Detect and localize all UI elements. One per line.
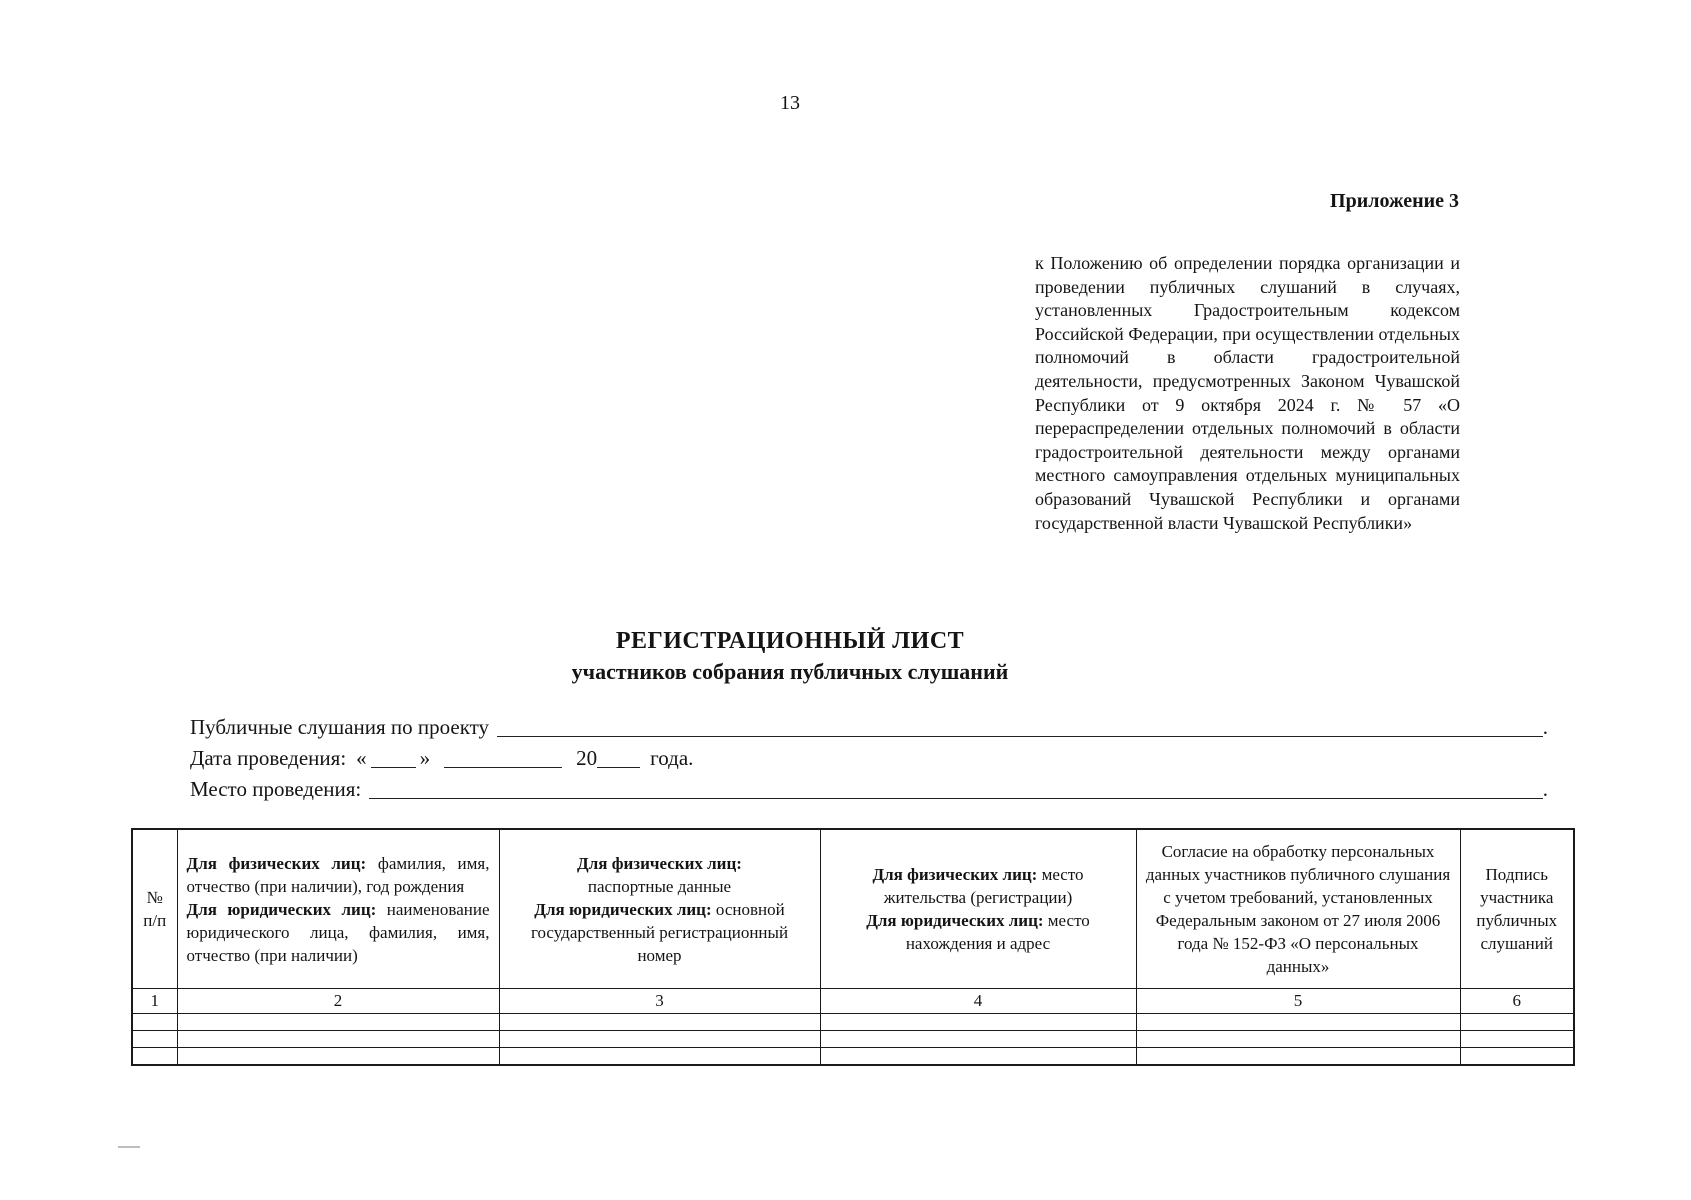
- date-suffix: года.: [650, 746, 694, 770]
- header-cell-consent: Согласие на обработку персональных данных участников публичного слушания с учетом требований, установленных Федеральным законом от 27 июля 2006 года № 152-ФЗ «О персональных данных»: [1136, 829, 1460, 989]
- column-number: 3: [499, 989, 820, 1014]
- form-line-place: [190, 774, 1548, 805]
- project-label: Публичные слушания по проекту: [190, 715, 490, 739]
- form-line-date: [190, 743, 1548, 774]
- preamble-paragraph: к Положению об определении порядка организации и проведении публичных слушаний в случаях, установленных Градостроительным кодексом Российской Федерации, при осуществлении отдельных полномочий в области градостроительной деятельности, предусмотренных Законом Чувашской Республики от 9 октября 2024 г. № 57 «О перераспределении отдельных полномочий в области градостроительной деятельности между органами местного самоуправления отдельных муниципальных образований Чувашской Республики и органами государственной власти Чувашской Республики»: [1035, 253, 1460, 533]
- document-title: РЕГИСТРАЦИОННЫЙ ЛИСТ: [615, 628, 965, 654]
- header-cell-name: Для физических лиц: фамилия, имя, отчество (при наличии), год рождения Для юридических лиц: наименование юридического лица, фамилия, имя, отчество (при наличии): [177, 829, 499, 989]
- table-row: [132, 1048, 1574, 1066]
- header-cell-passport: Для физических лиц: паспортные данные Для юридических лиц: основной государственный регистрационный номер: [499, 829, 820, 989]
- empty-cell: [499, 1014, 820, 1031]
- place-label: Место проведения:: [190, 777, 362, 801]
- empty-cell: [177, 1014, 499, 1031]
- empty-cell: [1136, 1031, 1460, 1048]
- date-month-blank: [444, 767, 562, 768]
- header-cell-address: Для физических лиц: место жительства (регистрации) Для юридических лиц: место нахождения и адрес: [820, 829, 1136, 989]
- column-number: 6: [1460, 989, 1574, 1014]
- empty-cell: [177, 1031, 499, 1048]
- project-end-period: .: [1542, 715, 1548, 739]
- table-header-row: [132, 829, 1574, 989]
- empty-cell: [499, 1031, 820, 1048]
- appendix-label: Приложение 3: [1330, 190, 1459, 212]
- empty-cell: [1460, 1014, 1574, 1031]
- empty-cell: [499, 1048, 820, 1066]
- scan-artifact-mark: [118, 1146, 140, 1148]
- date-label: Дата проведения:: [190, 746, 347, 770]
- empty-cell: [1136, 1048, 1460, 1066]
- column-number: 5: [1136, 989, 1460, 1014]
- date-open-quote: «: [356, 746, 367, 770]
- page-number: 13: [780, 92, 800, 114]
- registration-table-body: [132, 829, 1574, 1065]
- header-cell-signature: Подпись участника публичных слушаний: [1460, 829, 1574, 989]
- column-number: 4: [820, 989, 1136, 1014]
- document-title-block: [0, 628, 1580, 685]
- empty-cell: [820, 1014, 1136, 1031]
- table-number-row: [132, 989, 1574, 1014]
- date-year-blank: [597, 767, 640, 768]
- empty-cell: [820, 1031, 1136, 1048]
- empty-cell: [177, 1048, 499, 1066]
- registration-table: [131, 828, 1575, 1066]
- document-subtitle: участников собрания публичных слушаний: [571, 659, 1009, 684]
- header-cell-number: № п/п: [132, 829, 177, 989]
- table-row: [132, 1031, 1574, 1048]
- empty-cell: [132, 1014, 177, 1031]
- empty-cell: [132, 1048, 177, 1066]
- form-block: [190, 712, 1548, 805]
- project-blank-line: [497, 736, 1543, 737]
- empty-cell: [820, 1048, 1136, 1066]
- column-number: 2: [177, 989, 499, 1014]
- date-close-quote: »: [419, 746, 431, 770]
- empty-cell: [1136, 1014, 1460, 1031]
- form-line-project: [190, 712, 1548, 743]
- column-number: 1: [132, 989, 177, 1014]
- empty-cell: [1460, 1048, 1574, 1066]
- date-day-blank: [371, 767, 416, 768]
- table-row: [132, 1014, 1574, 1031]
- empty-cell: [1460, 1031, 1574, 1048]
- date-year-prefix: 20: [576, 746, 598, 770]
- place-end-period: .: [1542, 777, 1548, 801]
- empty-cell: [132, 1031, 177, 1048]
- place-blank-line: [369, 798, 1542, 799]
